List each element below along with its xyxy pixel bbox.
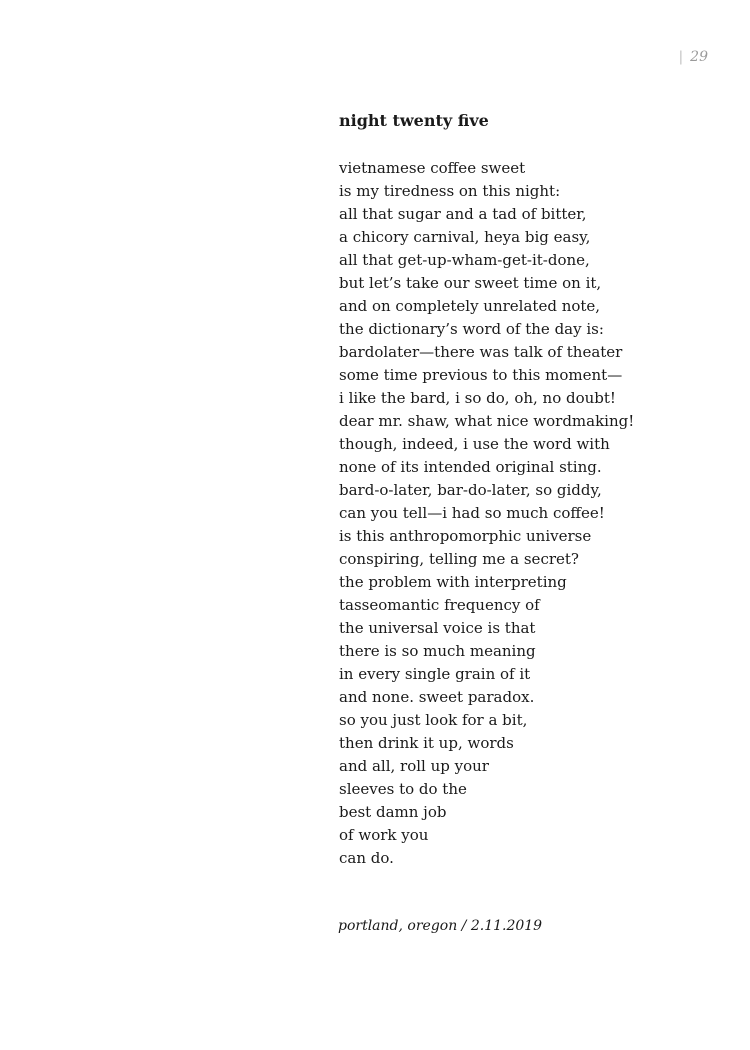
poem-line: and all, roll up your <box>339 757 489 775</box>
poem-line: the problem with interpreting <box>339 573 567 591</box>
poem-line: so you just look for a bit, <box>339 711 528 729</box>
poem-line: a chicory carnival, heya big easy, <box>339 228 591 246</box>
poem-line: bardolater—there was talk of theater <box>339 343 623 361</box>
poem-line: the universal voice is that <box>339 619 536 637</box>
poem-line: of work you <box>339 826 429 844</box>
poem-line: in every single grain of it <box>339 665 531 683</box>
poem-line: i like the bard, i so do, oh, no doubt! <box>339 389 616 407</box>
poem-line: none of its intended original sting. <box>339 458 602 476</box>
poem-line: all that get-up-wham-get-it-done, <box>339 251 590 269</box>
poem-line: is this anthropomorphic universe <box>339 527 592 545</box>
poem-title: night twenty five <box>339 111 489 130</box>
poem-line: dear mr. shaw, what nice wordmaking! <box>339 412 635 430</box>
poem-line: then drink it up, words <box>339 734 514 752</box>
poem-line: best damn job <box>339 803 447 821</box>
poem-line: bard-o-later, bar-do-later, so giddy, <box>339 481 602 499</box>
poem-line: and none. sweet paradox. <box>339 688 535 706</box>
poem-line: there is so much meaning <box>339 642 536 660</box>
page-number <box>678 49 708 65</box>
poem-line: the dictionary’s word of the day is: <box>339 320 604 338</box>
poem-line: some time previous to this moment— <box>339 366 623 384</box>
poem-line: tasseomantic frequency of <box>339 596 540 614</box>
poem-line: can do. <box>339 849 394 867</box>
poem-line: conspiring, telling me a secret? <box>339 550 579 568</box>
poem-line: can you tell—i had so much coffee! <box>339 504 605 522</box>
poem-line: and on completely unrelated note, <box>339 297 601 315</box>
poem-line: sleeves to do the <box>339 780 467 798</box>
poem-line: is my tiredness on this night: <box>339 182 561 200</box>
poem-body <box>339 157 634 870</box>
poem-line: though, indeed, i use the word with <box>339 435 610 453</box>
poem-line: but let’s take our sweet time on it, <box>339 274 602 292</box>
page-number-separator: | <box>678 49 684 65</box>
poem-line: vietnamese coffee sweet <box>339 159 526 177</box>
poem-line: all that sugar and a tad of bitter, <box>339 205 587 223</box>
page-number-value: 29 <box>690 49 708 65</box>
poem-signature: portland, oregon / 2.11.2019 <box>338 918 543 934</box>
